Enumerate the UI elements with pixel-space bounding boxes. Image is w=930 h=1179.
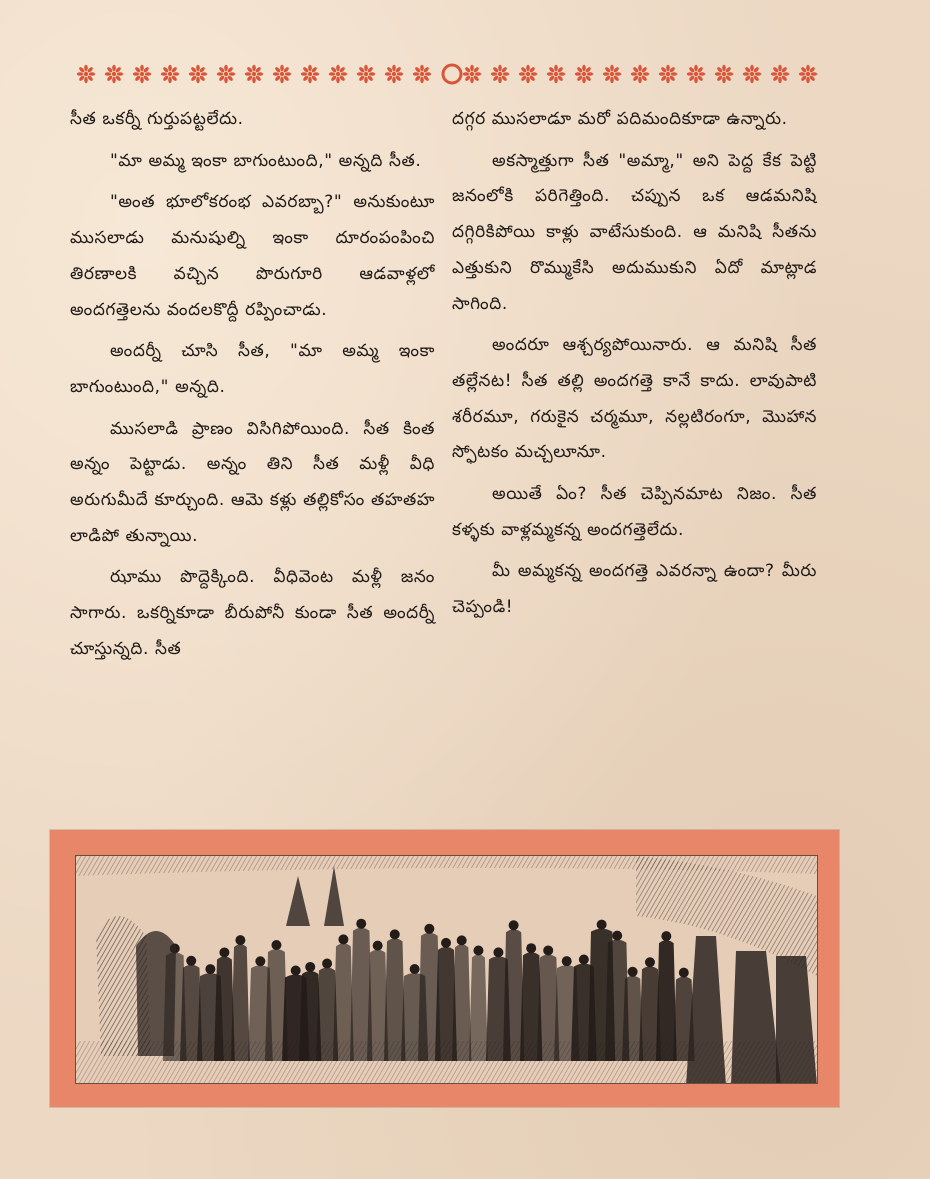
crowd-figure-head: [305, 962, 315, 972]
crowd-figure-head: [441, 938, 451, 948]
crowd-figure-head: [291, 965, 301, 975]
crowd-figure-head: [628, 967, 638, 977]
border-flower-ornament: [687, 65, 705, 83]
border-flower-ornament: [385, 65, 403, 83]
crowd-figure-head: [424, 924, 434, 934]
border-flower-ornament: [217, 65, 235, 83]
crowd-figure-head: [271, 940, 281, 950]
crowd-figure-head: [373, 941, 383, 951]
border-flower-ornament: [301, 65, 319, 83]
crowd-figure-head: [526, 943, 536, 953]
paragraph: అందర్నీ చూసి సీత, "మా అమ్మ ఇంకా బాగుంటుంది," అన్నది.: [70, 341, 435, 397]
border-flower-ornament: [413, 65, 431, 83]
border-flower-ornament: [105, 65, 123, 83]
paragraph: దగ్గర ముసలాడూ మరో పదిమందికూడా ఉన్నారు.: [452, 109, 788, 129]
crowd-figure-head: [493, 947, 503, 957]
center-ring-ornament: [443, 65, 461, 83]
crowd-scene-illustration: [75, 855, 818, 1084]
paragraph: ముసలాడి ప్రాణం విసిగిపోయింది. సీత కింత అన్నం పెట్టాడు. అన్నం తిని సీత మళ్లీ వీధి అరుగుమీదే కూర్చుంది. ఆమె కళ్లు తల్లికోసం తహతహ లాడిపో తున్నాయి.: [70, 418, 435, 546]
border-flower-ornament: [799, 65, 817, 83]
paragraph: ఝాము పొద్దెక్కింది. వీధివెంట మళ్లీ జనం సాగారు. ఒకర్నికూడా బీరుపోనీ కుండా సీత అందర్నీ చూస్తున్నది. సీత: [70, 567, 435, 659]
crowd-figure-head: [645, 957, 655, 967]
crowd-figure-head: [562, 956, 572, 966]
crowd-figure-head: [186, 956, 196, 966]
left-text-column: [70, 102, 435, 674]
paragraph: మీ అమ్మకన్న అందగత్తె ఎవరన్నా ఉందా? మీరు చెప్పండి!: [452, 561, 817, 618]
border-flower-ornament: [133, 65, 151, 83]
border-flower-ornament: [329, 65, 347, 83]
crowd-figure: [231, 944, 250, 1061]
border-flower-ornament: [491, 65, 509, 83]
border-flower-ornament: [463, 65, 481, 83]
paragraph: సీత ఒకర్నీ గుర్తుపట్టలేదు.: [70, 109, 244, 129]
crowd-figure-head: [338, 934, 348, 944]
border-flower-ornament: [575, 65, 593, 83]
paragraph: "మా అమ్మ ఇంకా బాగుంటుంది," అన్నది సీత.: [110, 150, 422, 171]
crowd-figure-head: [679, 968, 689, 978]
crowd-figure-head: [597, 920, 607, 930]
border-flower-ornament: [743, 65, 761, 83]
crowd-figure-head: [390, 929, 400, 939]
crowd-figure: [469, 954, 488, 1061]
crowd-figure-head: [579, 954, 589, 964]
crowd-figure-head: [473, 945, 483, 955]
border-flower-ornament: [273, 65, 291, 83]
crowd-figure-head: [457, 935, 467, 945]
border-flower-ornament: [357, 65, 375, 83]
border-flower-ornament: [189, 65, 207, 83]
paragraph: అకస్మాత్తుగా సీత "అమ్మా," అని పెద్ద కేక పెట్టి జనంలోకి పరిగెత్తింది. చప్పున ఒక ఆడమనిషి దగ్గిరికిపోయి కాళ్లు వాటేసుకుంది. ఆ మనిషి సీతను ఎత్తుకుని రొమ్ముకేసి అదుముకుని ఏదో మాట్లాడ సాగింది.: [452, 150, 817, 314]
crowd-figure: [452, 944, 471, 1061]
paragraph: అందరూ ఆశ్చర్యపోయినారు. ఆ మనిషి సీత తల్లేనట! సీత తల్లి అందగత్తె కానే కాదు. లావుపాటి శరీరమూ, గరుకైన చర్మమూ, నల్లటిరంగూ, మొహాన స్ఫోటకం మచ్చలూనూ.: [452, 335, 817, 463]
crowd-figure-head: [235, 935, 245, 945]
crowd-figure-head: [205, 964, 215, 974]
border-flower-ornament: [771, 65, 789, 83]
ornamental-top-border: [72, 62, 832, 86]
crowd-figure-head: [322, 959, 332, 969]
crowd-figure-head: [509, 920, 519, 930]
border-flower-ornament: [161, 65, 179, 83]
border-flower-ornament: [547, 65, 565, 83]
crowd-figure-head: [255, 956, 265, 966]
border-flower-ornament: [603, 65, 621, 83]
border-flower-ornament: [715, 65, 733, 83]
paragraph: అయితే ఏం? సీత చెప్పినమాట నిజం. సీత కళ్ళకు వాళ్లమ్మకన్న అందగత్తెలేదు.: [452, 484, 817, 540]
border-flower-ornament: [519, 65, 537, 83]
crowd-figure-head: [612, 931, 622, 941]
illustration-frame: [50, 830, 839, 1107]
crowd-figure-head: [410, 964, 420, 974]
border-flower-ornament: [77, 65, 95, 83]
crowd-figure-head: [661, 931, 671, 941]
right-text-column: [452, 102, 817, 632]
crowd-figure-head: [543, 945, 553, 955]
border-flower-ornament: [659, 65, 677, 83]
crowd-figure-head: [219, 947, 229, 957]
border-flower-ornament: [245, 65, 263, 83]
crowd-figure-head: [356, 919, 366, 929]
paragraph: "అంత భూలోకరంభ ఎవరబ్బా?" అనుకుంటూ ముసలాడు మనుషుల్ని ఇంకా దూరంపంపించి తిరణాలకి వచ్చిన పొరుగూరి ఆడవాళ్లలో అందగత్తెలను వందలకొద్దీ రప్పించాడు.: [70, 192, 435, 320]
crowd-figure: [656, 940, 677, 1061]
border-flower-ornament: [631, 65, 649, 83]
